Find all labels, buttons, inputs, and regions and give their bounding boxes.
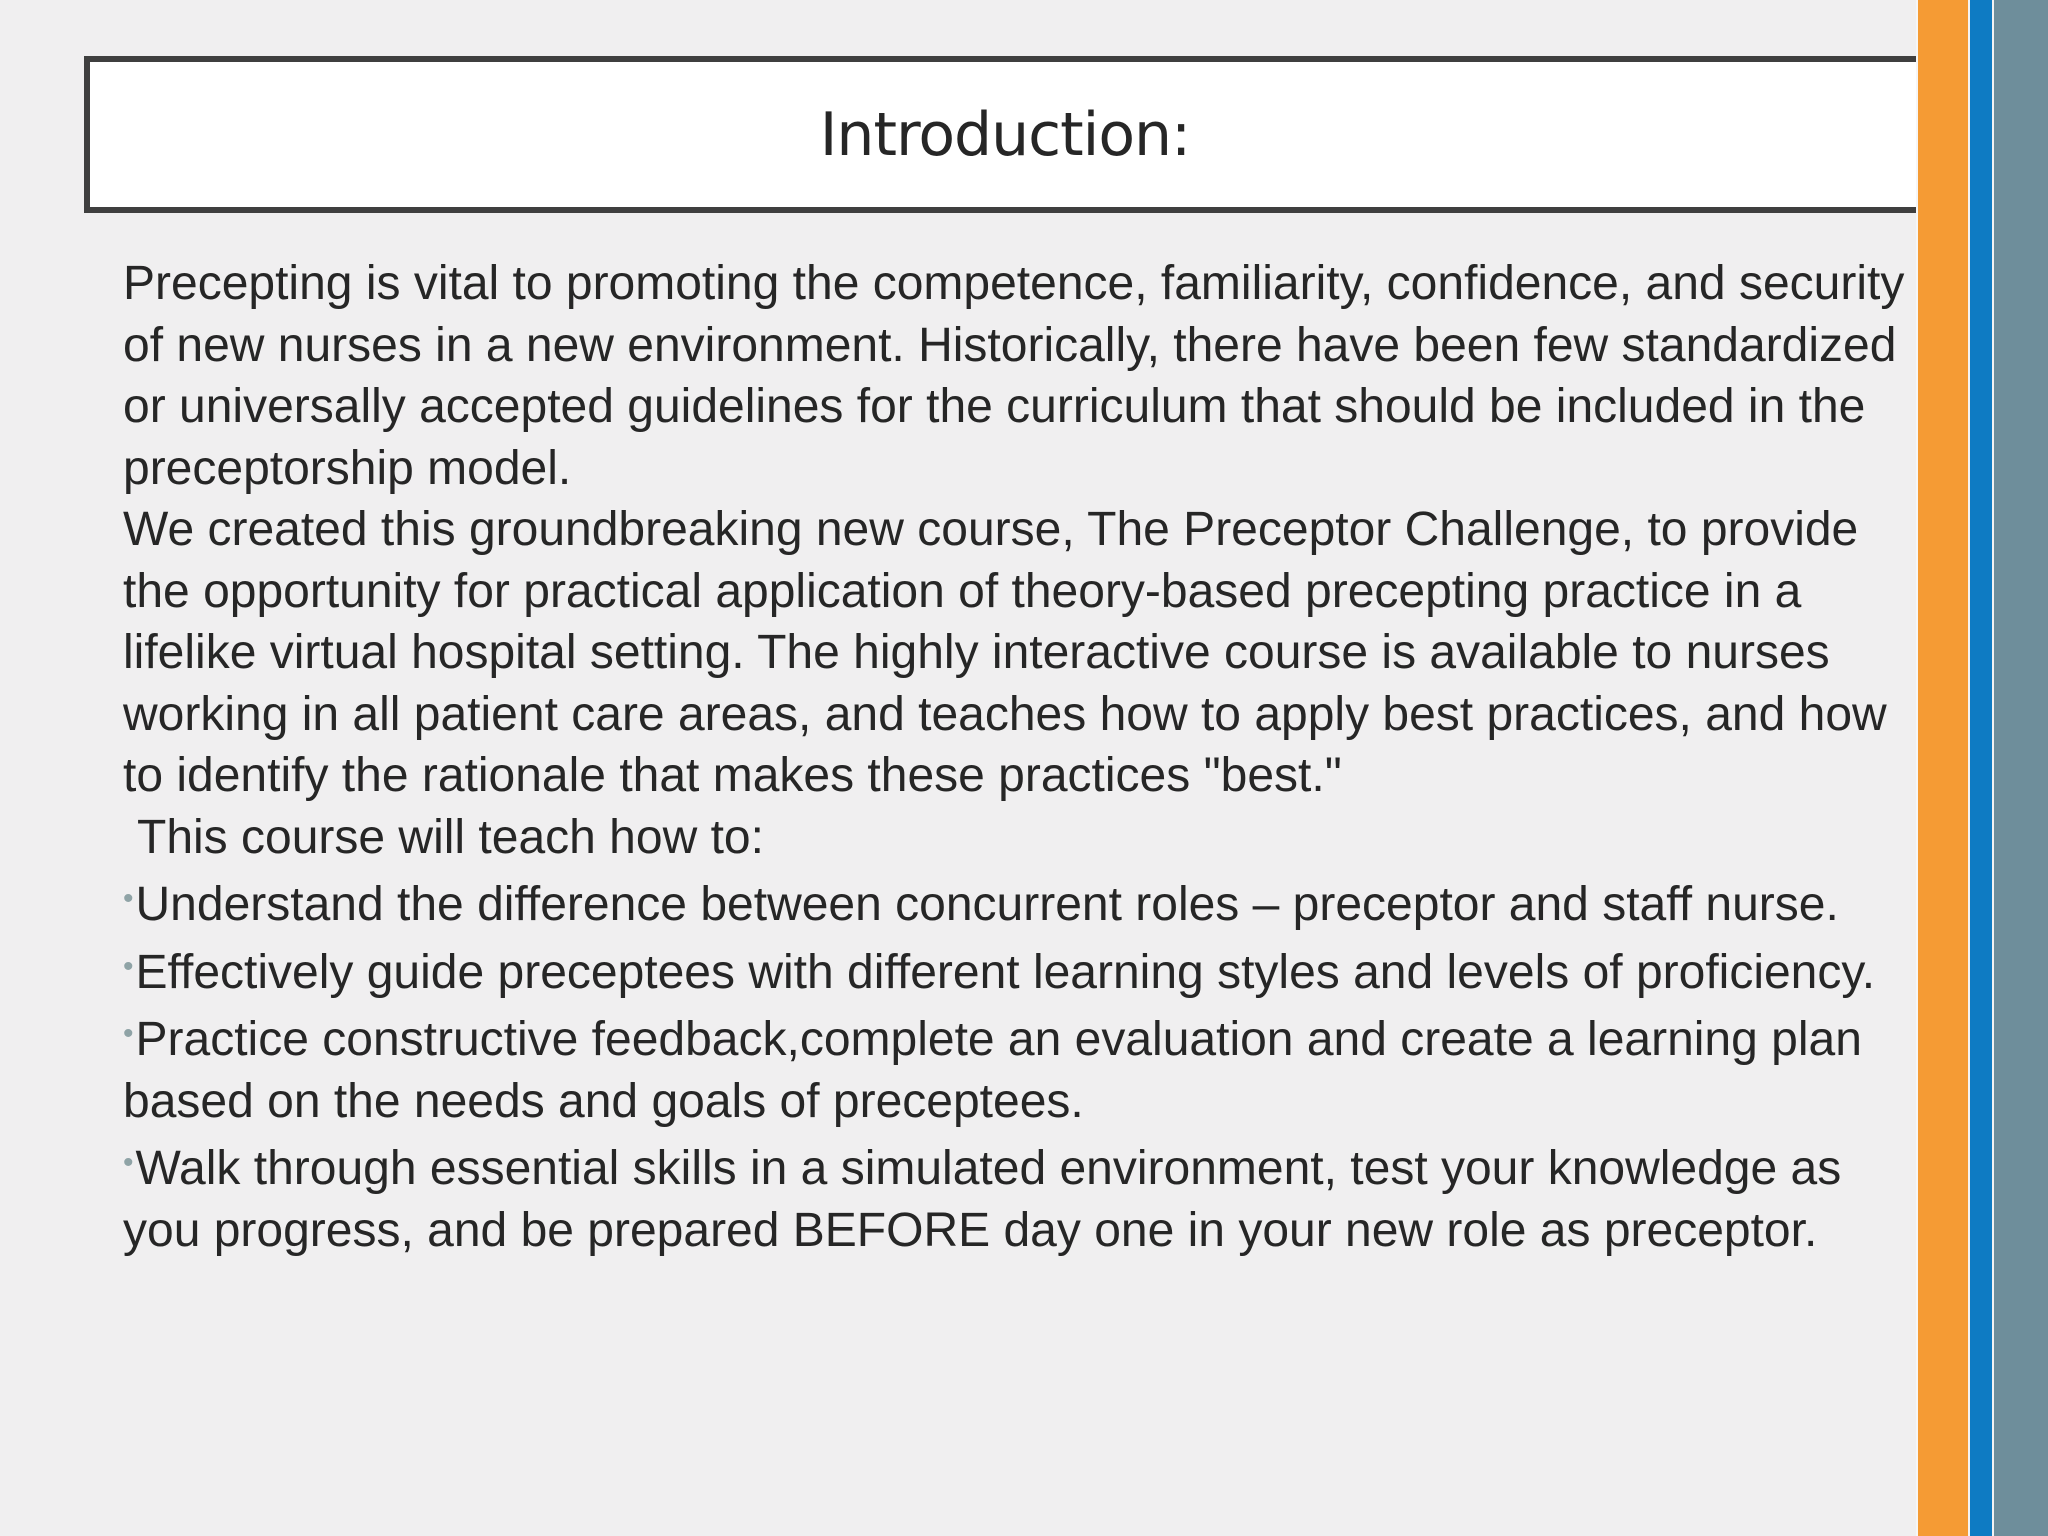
bullet-text: Walk through essential skills in a simulated environment, test your knowledge as you progress, and be prepared BEFORE day one in your new role as preceptor. [123, 1142, 1842, 1257]
slide-title: Introduction: [819, 99, 1191, 170]
title-box [84, 56, 1926, 213]
bullet-icon: • [123, 1146, 134, 1179]
bullet-item [123, 1132, 1923, 1261]
decorative-stripe-blue [1970, 0, 1992, 1536]
bullet-icon: • [123, 1017, 134, 1050]
slide-body [123, 253, 1923, 1261]
bullet-item [123, 1003, 1923, 1132]
decorative-stripe-orange [1918, 0, 1968, 1536]
bullet-text: Understand the difference between concurrent roles – preceptor and staff nurse. [135, 878, 1839, 931]
bullet-icon: • [123, 882, 134, 915]
paragraph-2: We created this groundbreaking new course, The Preceptor Challenge, to provide the opportunity for practical application of theory-based precepting practice in a lifelike virtual hospital setting. The highly interactive course is available to nurses working in all patient care areas, and teaches how to apply best practices, and how to identify the rationale that makes these practices "best." [123, 503, 1887, 802]
bullet-item [123, 868, 1923, 936]
list-intro: This course will teach how to: [137, 810, 764, 864]
bullet-text: Effectively guide preceptees with different learning styles and levels of proficiency. [135, 945, 1876, 999]
bullet-icon: • [123, 949, 134, 983]
decorative-stripe-gray [1994, 0, 2048, 1536]
bullet-text: Practice constructive feedback,complete an evaluation and create a learning plan based on the needs and goals of preceptees. [123, 1013, 1862, 1128]
bullet-item [123, 936, 1923, 1004]
paragraph-1: Precepting is vital to promoting the competence, familiarity, confidence, and security of new nurses in a new environment. Historically, there have been few standardized or universally accepted guidelines for the curriculum that should be included in the preceptorship model. [123, 257, 1905, 495]
